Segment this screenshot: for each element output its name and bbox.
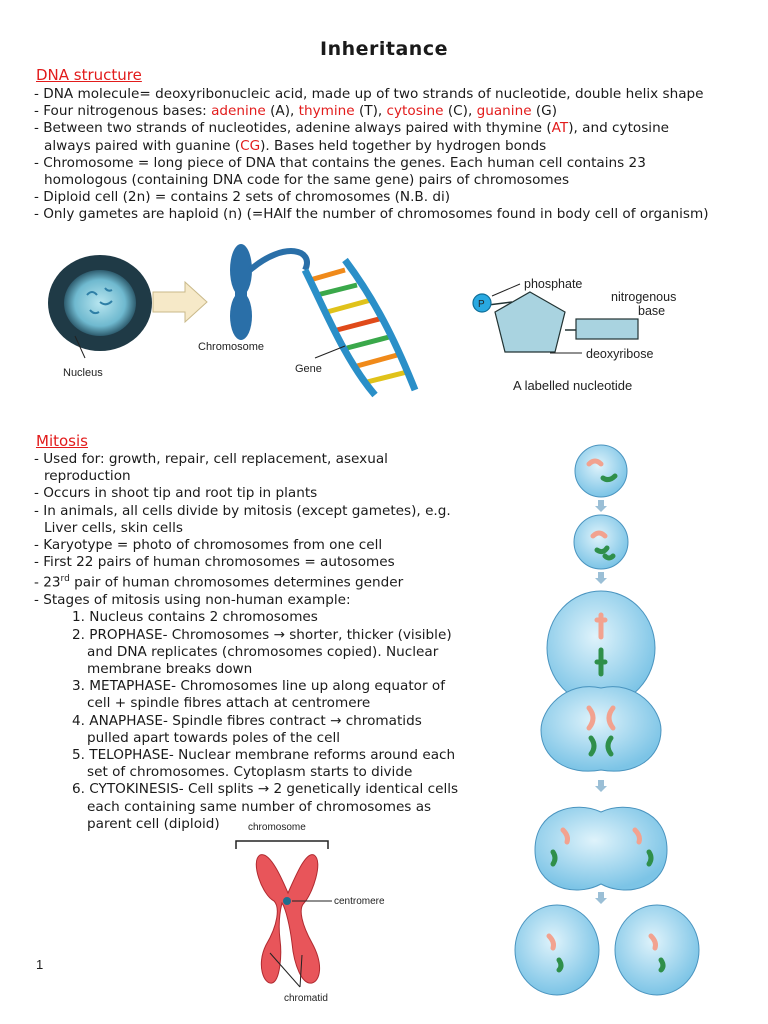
mitosis-bullet-7: - Stages of mitosis using non-human example:: [34, 592, 351, 609]
phosphate-label: phosphate: [524, 277, 583, 291]
stage-3-cont: cell + spindle fibres attach at centromere: [87, 695, 371, 712]
base-label: base: [638, 304, 666, 318]
svg-text:P: P: [478, 299, 485, 310]
dna-bullet-2: - Four nitrogenous bases: adenine (A), thymine (T), cytosine (C), guanine (G): [34, 103, 558, 120]
deoxyribose-label: deoxyribose: [586, 347, 654, 361]
dna-helix-illustration: [250, 251, 415, 395]
dna-structure-heading: DNA structure: [36, 66, 142, 84]
dna-structure-bullets: [34, 86, 709, 224]
centromere-dot: [283, 897, 291, 905]
page-number: 1: [36, 957, 44, 972]
stage-4: 4. ANAPHASE- Spindle fibres contract → chromatids: [72, 712, 422, 729]
stage-6-cont: parent cell (diploid): [87, 815, 220, 832]
base-rectangle: [576, 319, 638, 339]
stage-6: 6. CYTOKINESIS- Cell splits → 2 genetically identical cells: [72, 781, 459, 798]
mitosis-bullet-3-cont: Liver cells, skin cells: [44, 519, 183, 536]
chromosome-structure-diagram: [220, 815, 440, 1015]
dna-bullet-4-cont: homologous (containing DNA code for the same gene) pairs of chromosomes: [44, 172, 570, 189]
mitosis-bullet-2: - Occurs in shoot tip and root tip in plants: [34, 485, 318, 502]
chromosome-label: Chromosome: [198, 341, 265, 353]
mitosis-heading: Mitosis: [36, 432, 88, 450]
stage-2: 2. PROPHASE- Chromosomes → shorter, thicker (visible): [72, 626, 452, 643]
mitosis-bullet-4: - Karyotype = photo of chromosomes from one cell: [34, 537, 383, 554]
nitrogenous-label: nitrogenous: [611, 290, 677, 304]
mitosis-bullet-3: - In animals, all cells divide by mitosis (except gametes), e.g.: [34, 502, 451, 519]
gene-label: Gene: [295, 363, 322, 375]
mitosis-bullets: [34, 451, 458, 833]
mitosis-bullet-5: - First 22 pairs of human chromosomes = autosomes: [34, 554, 395, 571]
mitosis-stages-list: [34, 609, 458, 833]
deoxyribose-pentagon: [495, 292, 565, 352]
stage-2-cont: and DNA replicates (chromosomes copied). Nuclear: [87, 643, 439, 660]
stage-5-cont: set of chromosomes. Cytoplasm starts to divide: [87, 764, 413, 781]
dna-bullet-1: - DNA molecule= deoxyribonucleic acid, made up of two strands of nucleotide, double helix shape: [34, 86, 704, 102]
thymine-term: thymine: [298, 103, 355, 120]
stage-5: 5. TELOPHASE- Nuclear membrane reforms around each: [72, 746, 456, 763]
stage-4-cont: pulled apart towards poles of the cell: [87, 729, 341, 746]
mitosis-bullet-1: - Used for: growth, repair, cell replacement, asexual: [34, 451, 388, 467]
dna-structure-figure: [45, 240, 465, 400]
mitosis-bullet-6: - 23rd pair of human chromosomes determines gender: [34, 574, 404, 591]
nucleus-label: Nucleus: [63, 367, 103, 379]
stage-1: 1. Nucleus contains 2 chromosomes: [72, 609, 318, 626]
dna-bullet-6: - Only gametes are haploid (n) (=HAlf the number of chromosomes found in body cell of organism): [34, 206, 709, 223]
guanine-term: guanine: [476, 103, 532, 120]
arrow-icon: [153, 282, 207, 322]
stage-6-cont: each containing same number of chromosomes as: [87, 798, 432, 815]
chromosome-illustration: [230, 244, 252, 340]
nucleotide-caption: A labelled nucleotide: [513, 378, 633, 393]
dna-bullet-5: - Diploid cell (2n) = contains 2 sets of chromosomes (N.B. di): [34, 189, 451, 206]
chromosome-x-shape: [256, 855, 319, 984]
adenine-term: adenine: [211, 103, 266, 120]
page-title: Inheritance: [320, 38, 448, 60]
nucleotide-diagram: [470, 270, 710, 400]
mitosis-bullet-1-cont: reproduction: [44, 468, 131, 485]
cytosine-term: cytosine: [386, 103, 444, 120]
dna-bullet-4: - Chromosome = long piece of DNA that contains the genes. Each human cell contains 23: [34, 154, 646, 171]
chromosome-top-label: chromosome: [248, 822, 306, 833]
stage-3: 3. METAPHASE- Chromosomes line up along equator of: [72, 678, 446, 695]
dna-bullet-3-cont: always paired with guanine (CG). Bases held together by hydrogen bonds: [44, 137, 547, 154]
stage-2-cont: membrane breaks down: [87, 660, 253, 677]
centromere-label: centromere: [334, 896, 385, 907]
chromatid-label: chromatid: [284, 993, 328, 1004]
mitosis-stages-illustration: [505, 440, 755, 1020]
dna-bullet-3: - Between two strands of nucleotides, adenine always paired with thymine (AT), and cytosine: [34, 120, 670, 137]
